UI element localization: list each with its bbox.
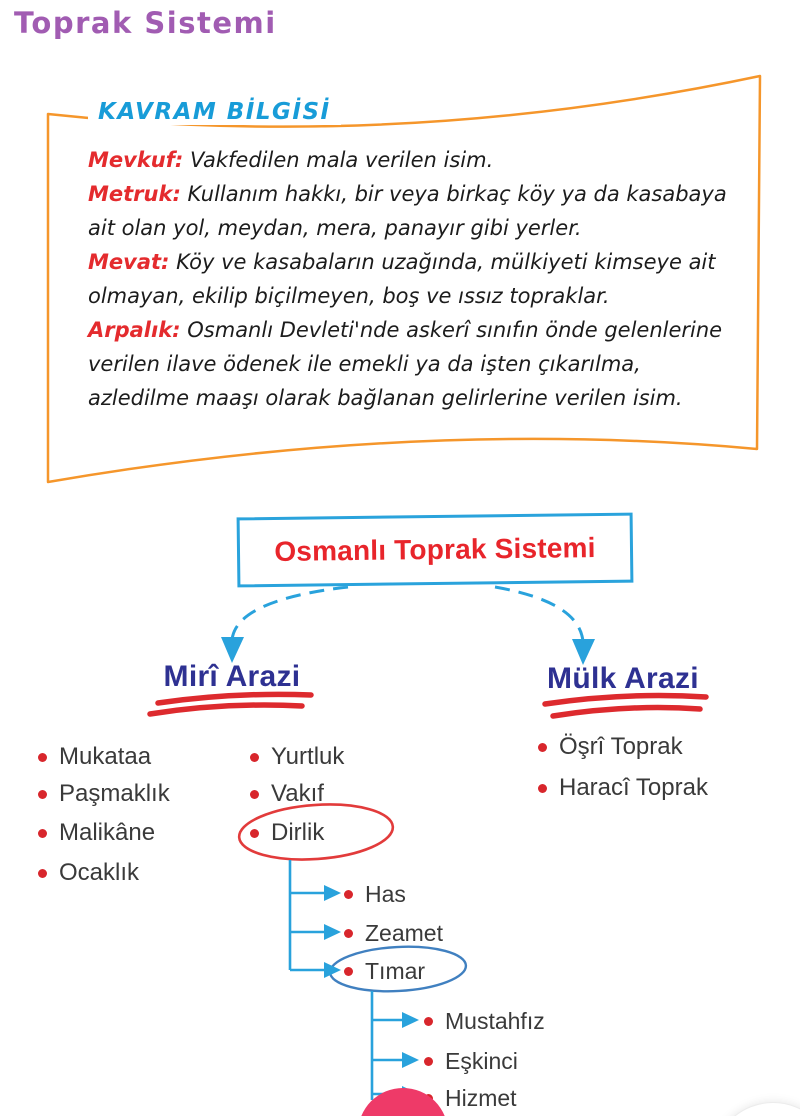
connector-left-dashed: [232, 587, 348, 640]
list-item-dirlik: [250, 818, 324, 848]
list-item-label: Mustahfız: [445, 1007, 545, 1034]
definitions-block: [88, 143, 736, 415]
list-item-label: Dirlik: [271, 819, 325, 846]
list-item-label: Yurtluk: [271, 743, 345, 770]
bullet-icon: [344, 967, 353, 976]
bullet-icon: [250, 829, 259, 838]
diagram-root-label: Osmanlı Toprak Sistemi: [274, 532, 596, 567]
list-item-label: Vakıf: [271, 780, 324, 807]
bullet-icon: [344, 890, 353, 899]
list-item-timar: [344, 956, 425, 986]
list-item-eskinci: [424, 1046, 518, 1076]
definition-text: Köy ve kasabaların uzağında, mülkiyeti kimseye ait olmayan, ekilip biçilmeyen, boş ve ıssız topraklar.: [88, 250, 716, 308]
list-item-label: Tımar: [365, 957, 426, 984]
definition-mevkuf: [88, 143, 736, 177]
list-item-zeamet: [344, 918, 443, 948]
bullet-icon: [38, 753, 47, 762]
mulk-underline-stroke2: [553, 708, 700, 716]
list-item-label: Mukataa: [59, 743, 152, 770]
bullet-icon: [38, 790, 47, 799]
bullet-icon: [250, 790, 259, 799]
list-item-label: Öşrî Toprak: [559, 733, 683, 760]
list-item-pasmaklik: [38, 779, 170, 809]
connector-right-dashed: [495, 587, 583, 642]
bullet-icon: [344, 929, 353, 938]
bullet-icon: [538, 784, 547, 793]
list-item-haraci-toprak: [538, 773, 708, 803]
page-title: Toprak Sistemi: [14, 6, 277, 40]
definition-term: Mevkuf:: [88, 148, 184, 172]
diagram-root-node: [237, 513, 634, 588]
definition-text: Kullanım hakkı, bir veya birkaç köy ya da kasabaya ait olan yol, meydan, mera, panayır gibi yerler.: [88, 182, 727, 240]
definition-text: Vakfedilen mala verilen isim.: [189, 148, 494, 172]
bullet-icon: [38, 869, 47, 878]
list-item-label: Eşkinci: [445, 1047, 518, 1074]
definition-mevat: [88, 245, 736, 313]
miri-arazi-heading: Mirî Arazi: [163, 660, 301, 693]
definition-arpalik: [88, 313, 736, 415]
mustahfiz-arrowhead-icon: [402, 1012, 419, 1028]
list-item-label: Haracî Toprak: [559, 774, 708, 801]
eskinci-arrowhead-icon: [402, 1052, 419, 1068]
list-item-label: Paşmaklık: [59, 780, 170, 807]
list-item-vakif: [250, 779, 324, 809]
definition-term: Arpalık:: [88, 318, 181, 342]
mulk-arazi-heading: Mülk Arazi: [547, 662, 699, 695]
definition-text: Osmanlı Devleti'nde askerî sınıfın önde gelenlerine verilen ilave ödenek ile emekli ya da işten çıkarılma, azledilme maaşı olarak bağlanan gelirlerine verilen isim.: [88, 318, 723, 410]
list-item-label: Has: [365, 880, 406, 907]
bullet-icon: [250, 753, 259, 762]
bullet-icon: [424, 1057, 433, 1066]
list-item-has: [344, 879, 406, 909]
zeamet-arrowhead-icon: [324, 924, 341, 940]
list-item-osri-toprak: [538, 732, 683, 762]
list-item-label: Hizmet: [445, 1084, 517, 1111]
list-item-mustahfiz: [424, 1006, 545, 1036]
list-item-label: Ocaklık: [59, 859, 140, 886]
list-item-label: Zeamet: [365, 919, 443, 946]
definition-term: Metruk:: [88, 182, 181, 206]
miri-underline-stroke1: [158, 694, 311, 703]
definition-term: Mevat:: [88, 250, 170, 274]
miri-underline-stroke2: [150, 705, 302, 714]
list-item-label: Malikâne: [59, 819, 156, 846]
bullet-icon: [38, 829, 47, 838]
bullet-icon: [538, 743, 547, 752]
list-item-yurtluk: [250, 742, 344, 772]
mulk-underline-stroke1: [545, 696, 706, 704]
list-item-ocaklik: [38, 858, 139, 888]
has-arrowhead-icon: [324, 885, 341, 901]
definition-metruk: [88, 177, 736, 245]
bullet-icon: [424, 1017, 433, 1026]
list-item-malikane: [38, 818, 155, 848]
list-item-mukataa: [38, 742, 151, 772]
kavram-bilgisi-heading: KAVRAM BİLGİSİ: [88, 99, 341, 125]
